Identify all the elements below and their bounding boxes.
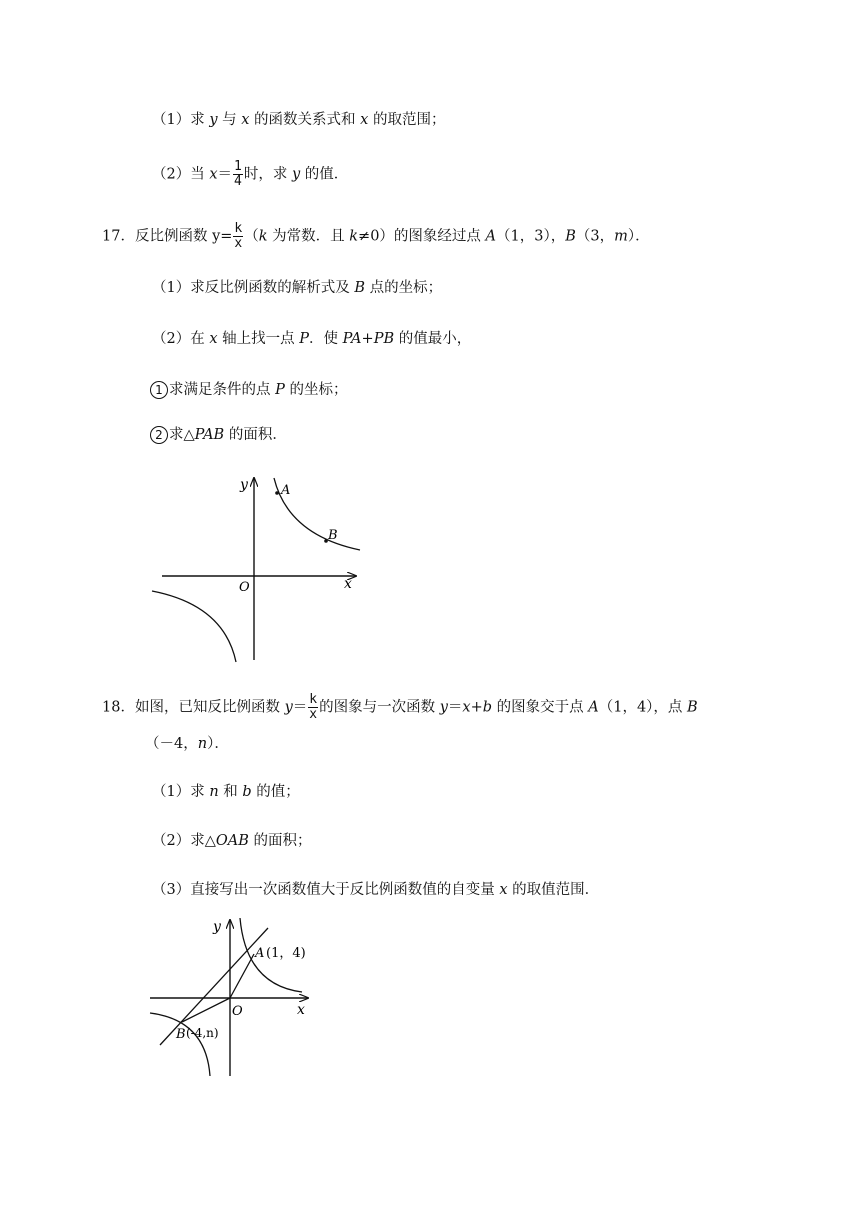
sub-question-1: （1）求 y 与 x 的函数关系式和 x 的取范围； — [152, 112, 446, 128]
question-18-part-3: （3）直接写出一次函数值大于反比例函数值的自变量 x 的取值范围． — [152, 882, 600, 898]
fraction-k-over-x: $\frac{k}{x}$ — [234, 221, 243, 251]
y-axis-label: y — [213, 919, 221, 935]
question-17-part-2: （2）在 x 轴上找一点 P．使 PA+PB 的值最小， — [152, 331, 472, 347]
question-18-part-1: （1）求 n 和 b 的值； — [152, 784, 300, 800]
point-b-label: B — [176, 1027, 186, 1042]
circled-number-1: 1 — [150, 381, 168, 399]
point-a-coordinates: (1，4) — [266, 946, 306, 961]
point-a-label: A — [255, 946, 265, 961]
fraction-k-over-x: $\frac{k}{x}$ — [309, 692, 318, 722]
segment-ob — [182, 998, 230, 1022]
y-axis-label: y — [240, 477, 248, 493]
sub-question-2: （2）当 x＝ $\frac{1}{4}$ 时，求 y 的值． — [152, 159, 349, 189]
point-b-coordinates: (-4,n) — [186, 1026, 219, 1040]
question-17-part-1: （1）求反比例函数的解析式及 B 点的坐标； — [152, 280, 443, 296]
x-axis-label: x — [344, 576, 352, 592]
circled-number-2: 2 — [150, 426, 168, 444]
segment-oa — [230, 954, 254, 998]
question-17-part-2-ii: 2 求△PAB 的面积． — [150, 425, 287, 445]
question-17-part-2-i: 1 求满足条件的点 P 的坐标； — [150, 380, 347, 400]
point-b-label: B — [328, 528, 338, 543]
question-18-continued: （－4，n）． — [145, 736, 229, 752]
question-18-part-2: （2）求△OAB 的面积； — [152, 833, 312, 849]
point-a-label: A — [281, 483, 291, 498]
origin-label: O — [232, 1004, 243, 1019]
fraction-one-quarter: $\frac{1}{4}$ — [234, 159, 242, 189]
question-17: 17．反比例函数 y= $\frac{k}{x}$ （k 为常数．且 k≠0）的图象经过点 A（1，3），B（3，m）． — [102, 221, 650, 251]
question-18: 18．如图，已知反比例函数 y＝ $\frac{k}{x}$ 的图象与一次函数 y＝x+b 的图象交于点 A（1，4），点 B — [102, 692, 698, 722]
x-axis-label: x — [297, 1002, 305, 1018]
origin-label: O — [239, 580, 250, 595]
